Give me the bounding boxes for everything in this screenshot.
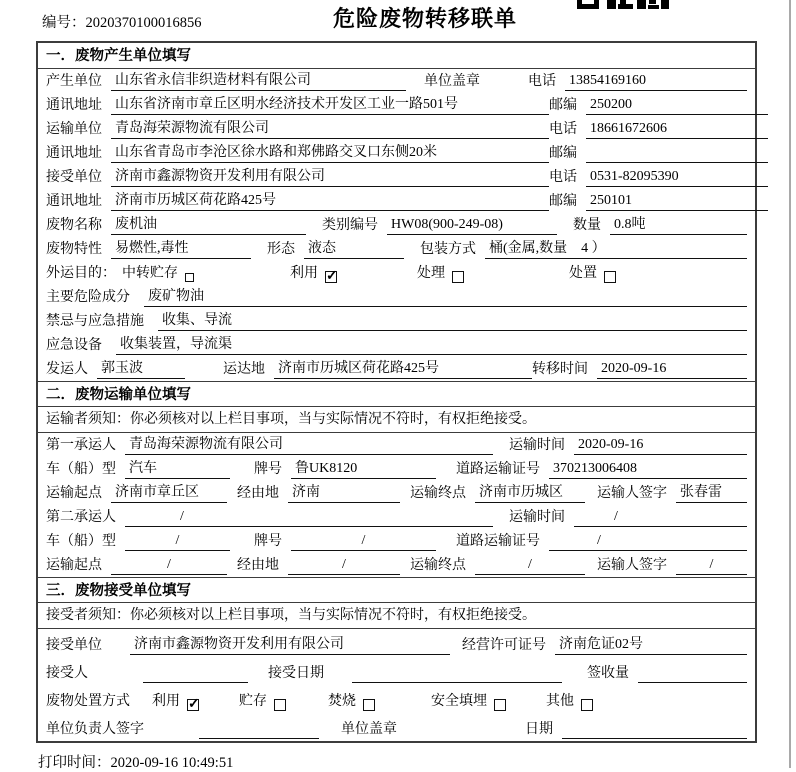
zip-value — [586, 144, 768, 163]
purpose-option-dispose — [569, 264, 616, 283]
purpose-option-treat — [417, 264, 464, 283]
zip-label: 邮编 — [549, 194, 577, 209]
option-label: 利用 — [152, 694, 180, 709]
address-value: 济南市历城区荷花路425号 — [111, 191, 549, 211]
purpose-option-storage — [122, 264, 194, 283]
vehicle-type-label: 车（船）型 — [46, 462, 116, 477]
unit-seal-label: 单位盖章 — [424, 74, 480, 89]
disposal-option-store — [239, 692, 286, 711]
row-hazard-component — [38, 285, 755, 309]
zip-group — [549, 191, 768, 211]
plate-label: 牌号 — [254, 534, 282, 549]
checkbox-landfill-icon — [494, 699, 506, 711]
via-label: 经由地 — [237, 558, 279, 573]
sign-date-group — [525, 720, 747, 739]
sign-date-value — [562, 720, 747, 739]
zip-group — [549, 144, 768, 163]
print-time — [38, 751, 233, 772]
hazard-value: 废矿物油 — [144, 287, 747, 307]
receive-person-value — [143, 664, 248, 683]
producer-label: 产生单位 — [46, 74, 102, 89]
license-label: 经营许可证号 — [462, 638, 546, 653]
row-emergency-equipment — [38, 333, 755, 357]
transporter-sign-value: / — [676, 555, 747, 575]
transporter-value: 青岛海荣源物流有限公司 — [111, 119, 549, 139]
print-time-label: 打印时间： — [38, 755, 111, 771]
plate-value: / — [291, 531, 436, 551]
receive-date-label: 接受日期 — [268, 666, 324, 681]
receive-unit-value: 济南市鑫源物资开发利用有限公司 — [130, 635, 450, 655]
purpose-label: 外运目的： — [46, 266, 116, 281]
waste-name-value: 废机油 — [111, 215, 306, 235]
category-value: HW08(900-249-08) — [387, 215, 557, 235]
equipment-value: 收集装置，导流渠 — [116, 335, 747, 355]
row-route2 — [38, 553, 755, 577]
vehicle-type-value: 汽车 — [125, 459, 230, 479]
end-label: 运输终点 — [410, 558, 466, 573]
option-label: 处理 — [417, 266, 445, 281]
checkbox-storage-icon — [185, 273, 194, 282]
hazard-label: 主要危险成分 — [46, 290, 130, 305]
disposal-option-use — [152, 692, 199, 711]
taboo-value: 收集、导流 — [158, 311, 747, 331]
phone-value: 18661672606 — [586, 119, 768, 139]
row-waste-name — [38, 213, 755, 237]
row-receiver-address — [38, 189, 755, 213]
checkbox-dispose-icon — [604, 271, 616, 283]
transport-time-label: 运输时间 — [509, 438, 565, 453]
row-vehicle1 — [38, 457, 755, 481]
print-time-value: 2020-09-16 10:49:51 — [110, 755, 234, 771]
row-producer — [38, 69, 755, 93]
receiver-phone-group — [549, 167, 768, 187]
carrier2-value: / — [125, 507, 493, 527]
disposal-option-other — [546, 692, 593, 711]
checkbox-treat-icon — [452, 271, 464, 283]
zip-group — [549, 95, 768, 115]
end-value: 济南市历城区 — [475, 483, 585, 503]
row-head-signature — [38, 713, 755, 741]
origin-label: 运输起点 — [46, 558, 102, 573]
zip-label: 邮编 — [549, 98, 577, 113]
producer-value: 山东省永信非织造材料有限公司 — [111, 71, 406, 91]
transporter-sign-value: 张春雷 — [676, 483, 747, 503]
manifest-table — [36, 41, 757, 743]
row-receive-person — [38, 657, 755, 685]
form-label: 形态 — [267, 242, 295, 257]
packing-value: 桶(金属,数量 4 ） — [485, 239, 747, 259]
transport-time-value: 2020-09-16 — [574, 435, 747, 455]
option-label: 焚烧 — [328, 694, 356, 709]
zip-value: 250101 — [586, 191, 768, 211]
doc-number-value: 2020370100016856 — [85, 15, 202, 31]
via-value: / — [288, 555, 400, 575]
vehicle-type-value: / — [125, 531, 230, 551]
row-vehicle2 — [38, 529, 755, 553]
checkbox-use-icon — [187, 699, 199, 711]
zip-label: 邮编 — [549, 146, 577, 161]
transport-time-label: 运输时间 — [509, 510, 565, 525]
end-label: 运输终点 — [410, 486, 466, 501]
producer-phone-group — [528, 71, 747, 91]
origin-value: 济南市章丘区 — [111, 483, 227, 503]
row-purpose — [38, 261, 755, 285]
character-label: 废物特性 — [46, 242, 102, 257]
via-label: 经由地 — [237, 486, 279, 501]
character-value: 易燃性,毒性 — [111, 239, 251, 259]
receiver-value: 济南市鑫源物资开发利用有限公司 — [111, 167, 549, 187]
taboo-label: 禁忌与应急措施 — [46, 314, 144, 329]
disposal-option-incinerate — [328, 692, 375, 711]
vehicle-type-label: 车（船）型 — [46, 534, 116, 549]
transport-time-value: / — [574, 507, 747, 527]
address-value: 山东省济南市章丘区明水经济技术开发区工业一路501号 — [111, 95, 549, 115]
carrier2-label: 第二承运人 — [46, 510, 116, 525]
row-taboo-measures — [38, 309, 755, 333]
option-label: 处置 — [569, 266, 597, 281]
option-label: 中转贮存 — [122, 266, 178, 281]
address-label: 通讯地址 — [46, 146, 102, 161]
origin-value: / — [111, 555, 227, 575]
address-value: 山东省青岛市李沧区徐水路和郑佛路交叉口东侧20米 — [111, 143, 549, 163]
end-value: / — [475, 555, 585, 575]
row-carrier1 — [38, 433, 755, 457]
row-producer-address — [38, 93, 755, 117]
row-disposal-method — [38, 685, 755, 713]
receive-date-value — [352, 664, 562, 683]
checkbox-store-icon — [274, 699, 286, 711]
row-carrier2 — [38, 505, 755, 529]
phone-value: 13854169160 — [565, 71, 747, 91]
receipt-amount-label: 签收量 — [587, 666, 629, 681]
category-label: 类别编号 — [322, 218, 378, 233]
checkbox-use-icon — [325, 271, 337, 283]
head-sign-value — [199, 720, 319, 739]
receiver-label: 接受单位 — [46, 170, 102, 185]
road-permit-value: 370213006408 — [549, 459, 747, 479]
destination-value: 济南市历城区荷花路425号 — [274, 359, 532, 379]
receiver-notice: 接受者须知：你必须核对以上栏目事项，当与实际情况不符时，有权拒绝接受。 — [38, 603, 755, 629]
transporter-sign-label: 运输人签字 — [597, 558, 667, 573]
road-permit-label: 道路运输证号 — [456, 462, 540, 477]
transporter-notice: 运输者须知：你必须核对以上栏目事项，当与实际情况不符时，有权拒绝接受。 — [38, 407, 755, 433]
packing-label: 包装方式 — [420, 242, 476, 257]
row-transporter — [38, 117, 755, 141]
quantity-value: 0.8吨 — [610, 215, 747, 235]
address-label: 通讯地址 — [46, 98, 102, 113]
option-label: 利用 — [290, 266, 318, 281]
origin-label: 运输起点 — [46, 486, 102, 501]
carrier1-label: 第一承运人 — [46, 438, 116, 453]
transfer-time-group — [532, 359, 747, 379]
row-waste-character — [38, 237, 755, 261]
phone-label: 电话 — [549, 170, 577, 185]
receive-person-label: 接受人 — [46, 666, 88, 681]
phone-label: 电话 — [528, 74, 556, 89]
page-title: 危险废物转移联单 — [333, 6, 518, 31]
form-value: 液态 — [304, 239, 404, 259]
row-receive-unit — [38, 629, 755, 657]
section1-header: 一．废物产生单位填写 — [38, 43, 755, 69]
disposal-option-landfill — [431, 692, 506, 711]
row-sender — [38, 357, 755, 381]
row-route1 — [38, 481, 755, 505]
qr-code-partial-icon — [577, 0, 669, 9]
plate-value: 鲁UK8120 — [291, 459, 436, 479]
phone-label: 电话 — [549, 122, 577, 137]
transfer-time-label: 转移时间 — [532, 362, 588, 377]
receive-unit-label: 接受单位 — [46, 638, 102, 653]
equipment-label: 应急设备 — [46, 338, 102, 353]
sender-label: 发运人 — [46, 362, 88, 377]
zip-value: 250200 — [586, 95, 768, 115]
option-label: 其他 — [546, 694, 574, 709]
license-value: 济南危证02号 — [555, 635, 747, 655]
transporter-sign-label: 运输人签字 — [597, 486, 667, 501]
row-receiver — [38, 165, 755, 189]
road-permit-label: 道路运输证号 — [456, 534, 540, 549]
purpose-option-use — [290, 264, 337, 283]
destination-label: 运达地 — [223, 362, 265, 377]
sign-date-label: 日期 — [525, 722, 553, 737]
plate-label: 牌号 — [254, 462, 282, 477]
transporter-label: 运输单位 — [46, 122, 102, 137]
checkbox-other-icon — [581, 699, 593, 711]
doc-number — [42, 11, 202, 32]
receipt-amount-value — [638, 664, 747, 683]
checkbox-incinerate-icon — [363, 699, 375, 711]
head-sign-label: 单位负责人签字 — [46, 722, 144, 737]
doc-number-label: 编号： — [42, 15, 86, 31]
quantity-label: 数量 — [573, 218, 601, 233]
carrier1-value: 青岛海荣源物流有限公司 — [125, 435, 493, 455]
road-permit-value: / — [549, 531, 747, 551]
transfer-time-value: 2020-09-16 — [597, 359, 747, 379]
phone-value: 0531-82095390 — [586, 167, 768, 187]
page-right-edge — [789, 0, 791, 768]
via-value: 济南 — [288, 483, 400, 503]
unit-seal-label: 单位盖章 — [341, 722, 397, 737]
disposal-label: 废物处置方式 — [46, 694, 130, 709]
section2-header: 二．废物运输单位填写 — [38, 381, 755, 407]
sender-value: 郭玉波 — [97, 359, 185, 379]
address-label: 通讯地址 — [46, 194, 102, 209]
transporter-phone-group — [549, 119, 768, 139]
waste-name-label: 废物名称 — [46, 218, 102, 233]
row-transporter-address — [38, 141, 755, 165]
option-label: 贮存 — [239, 694, 267, 709]
option-label: 安全填埋 — [431, 694, 487, 709]
section3-header: 三．废物接受单位填写 — [38, 577, 755, 603]
